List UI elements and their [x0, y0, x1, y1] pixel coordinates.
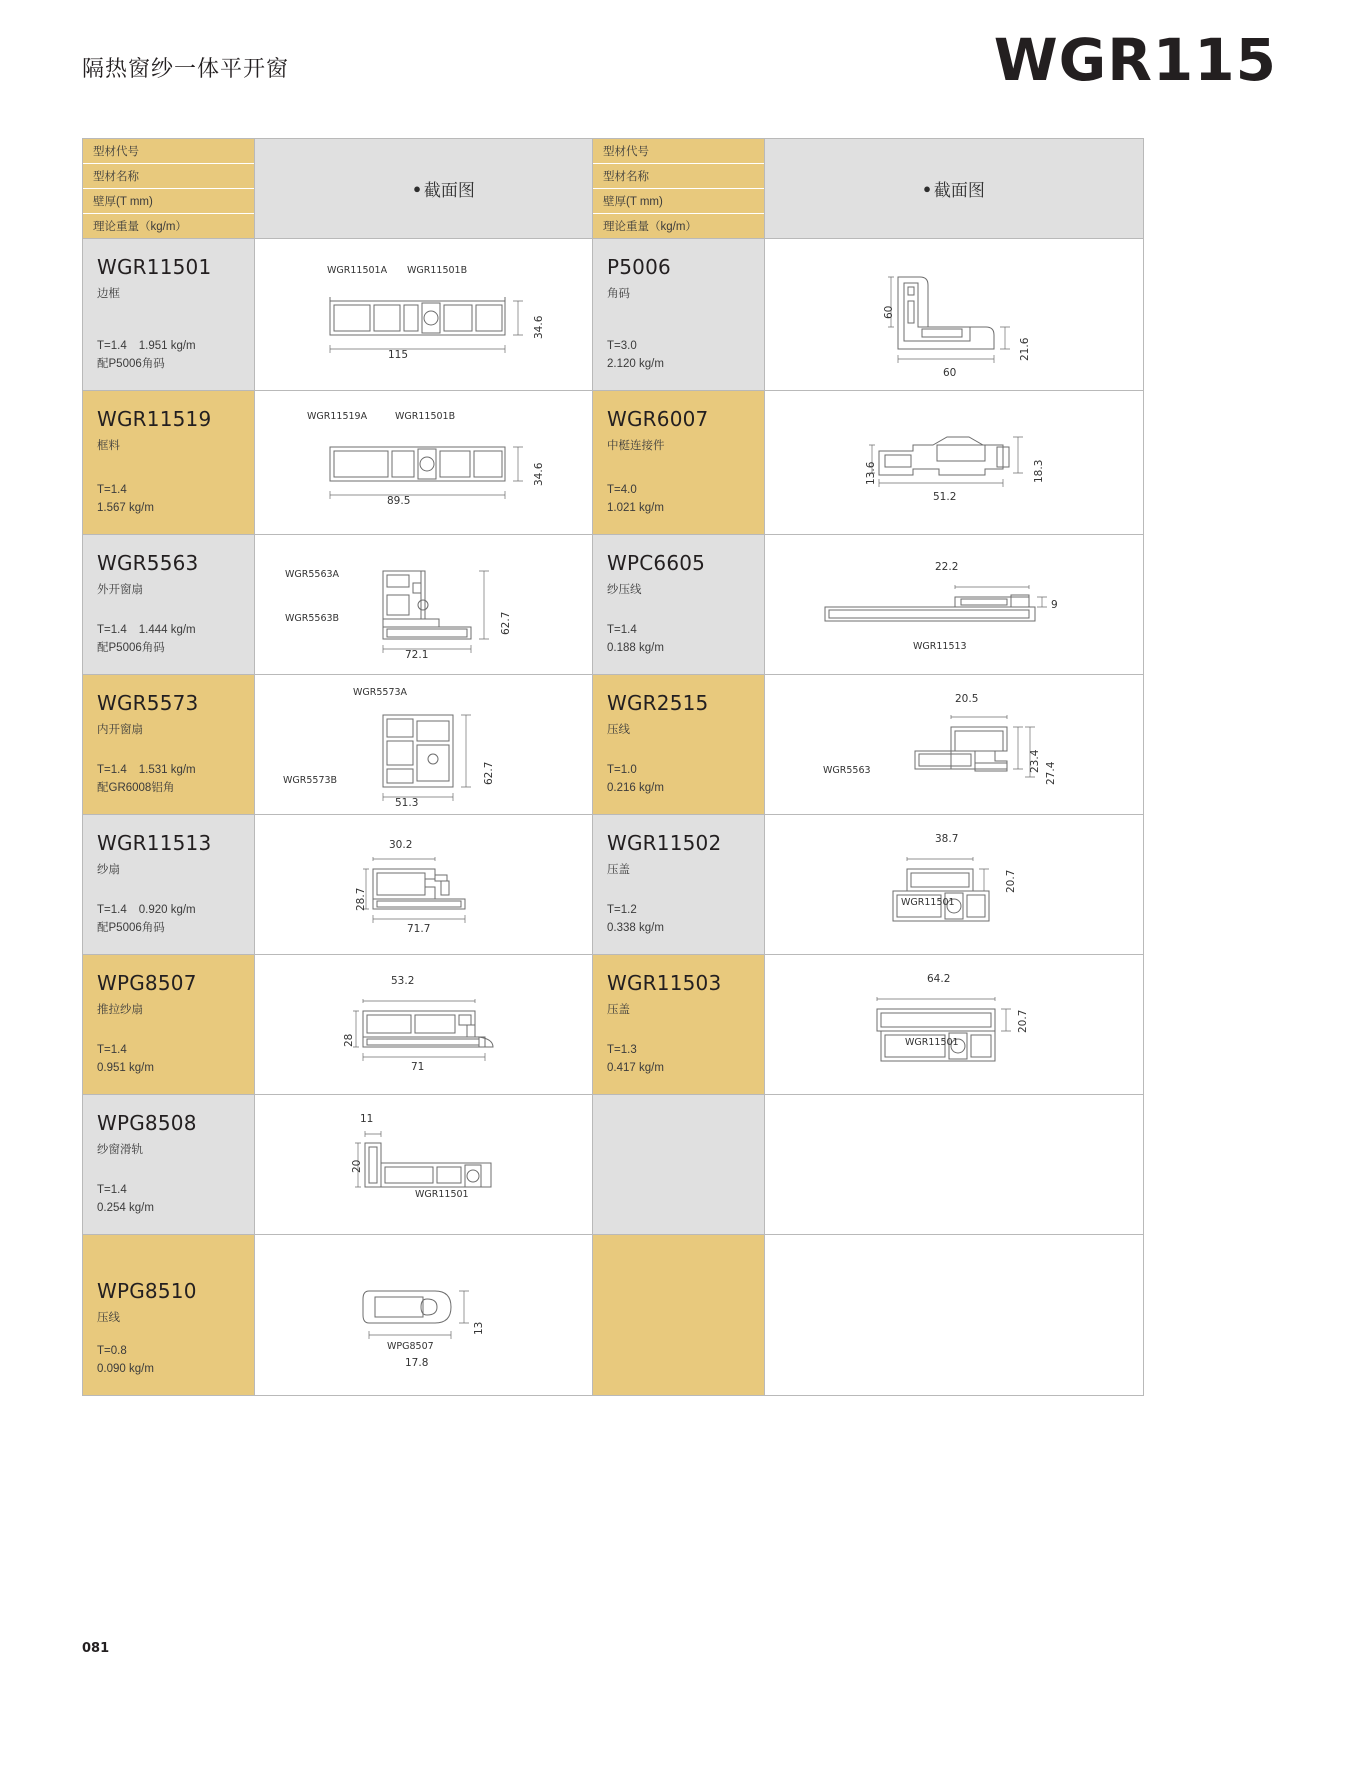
- section-drawing-svg: [310, 435, 540, 505]
- bullet-icon: ●: [923, 181, 931, 196]
- profile-thickness: T=1.4: [97, 764, 127, 777]
- profile-info: [83, 955, 255, 1094]
- drawing-part-label: WGR11513: [913, 641, 967, 652]
- profile-drawing: [765, 391, 1143, 534]
- profile-drawing: [765, 535, 1143, 674]
- section-drawing-svg: [345, 853, 535, 939]
- table-row: [83, 535, 633, 675]
- series-code: WGR115: [993, 26, 1277, 94]
- profile-spec: [607, 902, 664, 938]
- profile-name: 外开窗扇: [97, 584, 143, 596]
- profile-spec: [97, 482, 154, 518]
- drawing-part-label: WGR11501: [905, 1037, 959, 1048]
- profile-thickness: T=1.4: [97, 484, 127, 497]
- profile-info: [83, 239, 255, 390]
- drawing-dim-label: 28: [343, 1033, 355, 1047]
- profile-name: 角码: [607, 288, 630, 300]
- profile-spec: [97, 338, 196, 374]
- section-drawing-svg: [815, 579, 1085, 649]
- header-field-weight: 理论重量（kg/m）: [93, 221, 187, 233]
- drawing-dim-label: 11: [360, 1113, 374, 1125]
- drawing-dim-label: 51.2: [933, 491, 957, 503]
- profile-drawing: [765, 955, 1143, 1094]
- profile-weight: 1.444 kg/m: [138, 624, 196, 637]
- bullet-icon: ●: [413, 181, 421, 196]
- table-row: [83, 239, 633, 391]
- profile-thickness: T=1.4: [97, 340, 127, 353]
- profile-name: 纱扇: [97, 864, 120, 876]
- profile-spec: [607, 762, 664, 798]
- profile-drawing: [255, 675, 633, 814]
- profile-name: 压线: [607, 724, 630, 736]
- drawing-dim-label: 17.8: [405, 1357, 429, 1369]
- profile-note: 配P5006角码: [97, 642, 165, 655]
- drawing-part-label: WGR11501A: [327, 265, 388, 276]
- profile-name: 中梃连接件: [607, 440, 665, 452]
- profile-info: [83, 1235, 255, 1395]
- drawing-dim-label: 71.7: [407, 923, 431, 935]
- section-drawing-svg: [335, 989, 535, 1079]
- drawing-part-label: WGR5563A: [285, 569, 340, 580]
- profile-code: WGR11501: [97, 255, 212, 279]
- profile-code: P5006: [607, 255, 671, 279]
- profile-info: [593, 955, 765, 1094]
- profile-code: WGR11503: [607, 971, 722, 995]
- table-row-empty: [593, 1095, 1143, 1235]
- drawing-part-label: WGR5563: [823, 765, 871, 776]
- header-field-name: 型材名称: [83, 164, 254, 189]
- profile-info: [593, 1095, 765, 1234]
- profile-thickness: T=1.3: [607, 1044, 637, 1057]
- drawing-dim-label: 60: [883, 305, 895, 319]
- profile-weight: 0.188 kg/m: [607, 642, 664, 655]
- profile-name: 纱窗滑轨: [97, 1144, 143, 1156]
- drawing-dim-label: 28.7: [355, 887, 367, 911]
- profile-thickness: T=1.4: [97, 1044, 127, 1057]
- profile-weight: 0.951 kg/m: [97, 1062, 154, 1075]
- profile-drawing: [255, 535, 633, 674]
- profile-name: 压盖: [607, 1004, 630, 1016]
- profile-info: [593, 815, 765, 954]
- profile-drawing: [255, 955, 633, 1094]
- profile-code: WGR5573: [97, 691, 199, 715]
- drawing-part-label: WGR5573A: [353, 687, 408, 698]
- profile-info: [83, 675, 255, 814]
- profile-thickness: T=1.2: [607, 904, 637, 917]
- table-row: [83, 1235, 633, 1395]
- profile-info: [83, 1095, 255, 1234]
- drawing-dim-label: 23.4: [1029, 749, 1041, 773]
- profile-drawing: [255, 815, 633, 954]
- profile-drawing: [255, 1235, 633, 1395]
- drawing-part-label: WGR5573B: [283, 775, 338, 786]
- profile-code: WGR5563: [97, 551, 199, 575]
- profile-info: [593, 675, 765, 814]
- drawing-dim-label: 115: [388, 349, 409, 361]
- profile-name: 推拉纱扇: [97, 1004, 143, 1016]
- drawing-dim-label: 9: [1051, 599, 1058, 611]
- table-row: [593, 239, 1143, 391]
- profile-code: WGR2515: [607, 691, 709, 715]
- drawing-dim-label: 38.7: [935, 833, 959, 845]
- section-drawing-svg: [365, 709, 525, 809]
- profile-thickness: T=1.0: [607, 764, 637, 777]
- drawing-dim-label: 13: [473, 1321, 485, 1335]
- section-drawing-svg: [310, 289, 540, 359]
- drawing-part-label: WGR5563B: [285, 613, 340, 624]
- drawing-dim-label: 27.4: [1045, 761, 1057, 785]
- profile-table-left: [82, 138, 634, 1396]
- header-section-label: [765, 139, 1143, 238]
- table-header-fields: [593, 139, 765, 238]
- profile-info: [593, 391, 765, 534]
- profile-drawing: [765, 1095, 1143, 1234]
- drawing-dim-label: 71: [411, 1061, 425, 1073]
- section-drawing-svg: [835, 987, 1065, 1081]
- table-row: [593, 815, 1143, 955]
- header-field-thickness: 壁厚(T mm): [83, 189, 254, 214]
- drawing-part-label: WPG8507: [387, 1341, 434, 1352]
- drawing-dim-label: 21.6: [1019, 337, 1031, 361]
- table-row: [83, 955, 633, 1095]
- profile-thickness: T=1.4: [97, 1184, 127, 1197]
- profile-name: 内开窗扇: [97, 724, 143, 736]
- profile-drawing: [765, 815, 1143, 954]
- drawing-dim-label: 60: [943, 367, 957, 379]
- profile-drawing: [255, 391, 633, 534]
- profile-thickness: T=1.4: [607, 624, 637, 637]
- profile-code: WGR11519: [97, 407, 212, 431]
- profile-spec: [607, 1042, 664, 1078]
- profile-weight: 0.338 kg/m: [607, 922, 664, 935]
- drawing-dim-label: 13.6: [865, 461, 877, 485]
- profile-name: 压线: [97, 1312, 120, 1324]
- profile-spec: [97, 902, 196, 938]
- drawing-dim-label: 72.1: [405, 649, 429, 661]
- drawing-part-label: WGR11501B: [395, 411, 456, 422]
- profile-thickness: T=0.8: [97, 1345, 127, 1358]
- header-field-name: 型材名称: [593, 164, 764, 189]
- drawing-part-label: WGR11501B: [407, 265, 468, 276]
- section-label-text: 截面图: [933, 181, 985, 200]
- section-drawing-svg: [845, 847, 1065, 941]
- profile-drawing: [765, 675, 1143, 814]
- profile-name: 纱压线: [607, 584, 642, 596]
- profile-weight: 0.090 kg/m: [97, 1363, 154, 1376]
- drawing-dim-label: 34.6: [533, 462, 545, 486]
- table-row: [593, 675, 1143, 815]
- header-section-label: [255, 139, 633, 238]
- profile-info: [83, 535, 255, 674]
- profile-spec: [607, 622, 664, 658]
- profile-weight: 0.417 kg/m: [607, 1062, 664, 1075]
- drawing-dim-label: 20.7: [1005, 869, 1017, 893]
- profile-drawing: [765, 1235, 1143, 1395]
- drawing-dim-label: 22.2: [935, 561, 959, 573]
- table-row: [593, 955, 1143, 1095]
- table-row: [83, 815, 633, 955]
- section-drawing-svg: [335, 1125, 535, 1215]
- profile-spec: [97, 1182, 154, 1218]
- profile-weight: 0.920 kg/m: [138, 904, 196, 917]
- profile-spec: [97, 762, 196, 798]
- drawing-dim-label: 34.6: [533, 315, 545, 339]
- profile-spec: [607, 338, 664, 374]
- profile-code: WPG8508: [97, 1111, 197, 1135]
- section-drawing-svg: [335, 1277, 535, 1357]
- header-field-thickness: 壁厚(T mm): [593, 189, 764, 214]
- profile-code: WPG8510: [97, 1279, 197, 1303]
- profile-weight: 0.216 kg/m: [607, 782, 664, 795]
- table-header-row: [593, 139, 1143, 239]
- drawing-dim-label: 89.5: [387, 495, 411, 507]
- profile-name: 框料: [97, 440, 120, 452]
- drawing-part-label: WGR11501: [415, 1189, 469, 1200]
- profile-weight: 1.951 kg/m: [138, 340, 196, 353]
- profile-code: WGR11513: [97, 831, 212, 855]
- drawing-dim-label: 64.2: [927, 973, 951, 985]
- table-row: [593, 535, 1143, 675]
- header-field-weight: 理论重量（kg/m）: [603, 221, 697, 233]
- profile-code: WPC6605: [607, 551, 706, 575]
- profile-name: 压盖: [607, 864, 630, 876]
- profile-note: 配GR6008铝角: [97, 782, 175, 795]
- profile-info: [593, 239, 765, 390]
- table-row: [83, 1095, 633, 1235]
- profile-table-right: [592, 138, 1144, 1396]
- profile-thickness: T=4.0: [607, 484, 637, 497]
- profile-note: 配P5006角码: [97, 922, 165, 935]
- table-row: [593, 391, 1143, 535]
- drawing-part-label: WGR11519A: [307, 411, 368, 422]
- section-label-text: 截面图: [423, 181, 475, 200]
- profile-spec: [97, 622, 196, 658]
- profile-drawing: [765, 239, 1143, 390]
- table-row-empty: [593, 1235, 1143, 1395]
- profile-drawing: [255, 239, 633, 390]
- drawing-dim-label: 30.2: [389, 839, 413, 851]
- drawing-dim-label: 18.3: [1033, 459, 1045, 483]
- drawing-part-label: WGR11501: [901, 897, 955, 908]
- profile-weight: 0.254 kg/m: [97, 1202, 154, 1215]
- drawing-dim-label: 20: [351, 1159, 363, 1173]
- drawing-dim-label: 62.7: [483, 761, 495, 785]
- profile-weight: 1.021 kg/m: [607, 502, 664, 515]
- drawing-dim-label: 62.7: [500, 611, 512, 635]
- profile-info: [593, 1235, 765, 1395]
- profile-weight: 1.531 kg/m: [138, 764, 196, 777]
- profile-spec: [97, 1042, 154, 1078]
- drawing-dim-label: 53.2: [391, 975, 415, 987]
- profile-thickness: T=1.4: [97, 904, 127, 917]
- page-title: 隔热窗纱一体平开窗: [82, 56, 290, 81]
- profile-info: [83, 815, 255, 954]
- profile-thickness: T=1.4: [97, 624, 127, 637]
- page-number: 081: [82, 1641, 110, 1656]
- profile-info: [83, 391, 255, 534]
- profile-spec: [97, 1343, 154, 1379]
- profile-code: WGR11502: [607, 831, 722, 855]
- profile-code: WPG8507: [97, 971, 197, 995]
- header-field-code: 型材代号: [83, 139, 254, 164]
- drawing-dim-label: 20.7: [1017, 1009, 1029, 1033]
- drawing-dim-label: 51.3: [395, 797, 419, 809]
- profile-info: [593, 535, 765, 674]
- profile-weight: 2.120 kg/m: [607, 358, 664, 371]
- page-header: [0, 26, 1359, 114]
- profile-code: WGR6007: [607, 407, 709, 431]
- table-row: [83, 675, 633, 815]
- drawing-dim-label: 20.5: [955, 693, 979, 705]
- header-field-code: 型材代号: [593, 139, 764, 164]
- profile-thickness: T=3.0: [607, 340, 637, 353]
- profile-spec: [607, 482, 664, 518]
- table-header-fields: [83, 139, 255, 238]
- profile-name: 边框: [97, 288, 120, 300]
- section-drawing-svg: [855, 707, 1075, 797]
- table-row: [83, 391, 633, 535]
- profile-note: 配P5006角码: [97, 358, 165, 371]
- table-header-row: [83, 139, 633, 239]
- profile-drawing: [255, 1095, 633, 1234]
- profile-weight: 1.567 kg/m: [97, 502, 154, 515]
